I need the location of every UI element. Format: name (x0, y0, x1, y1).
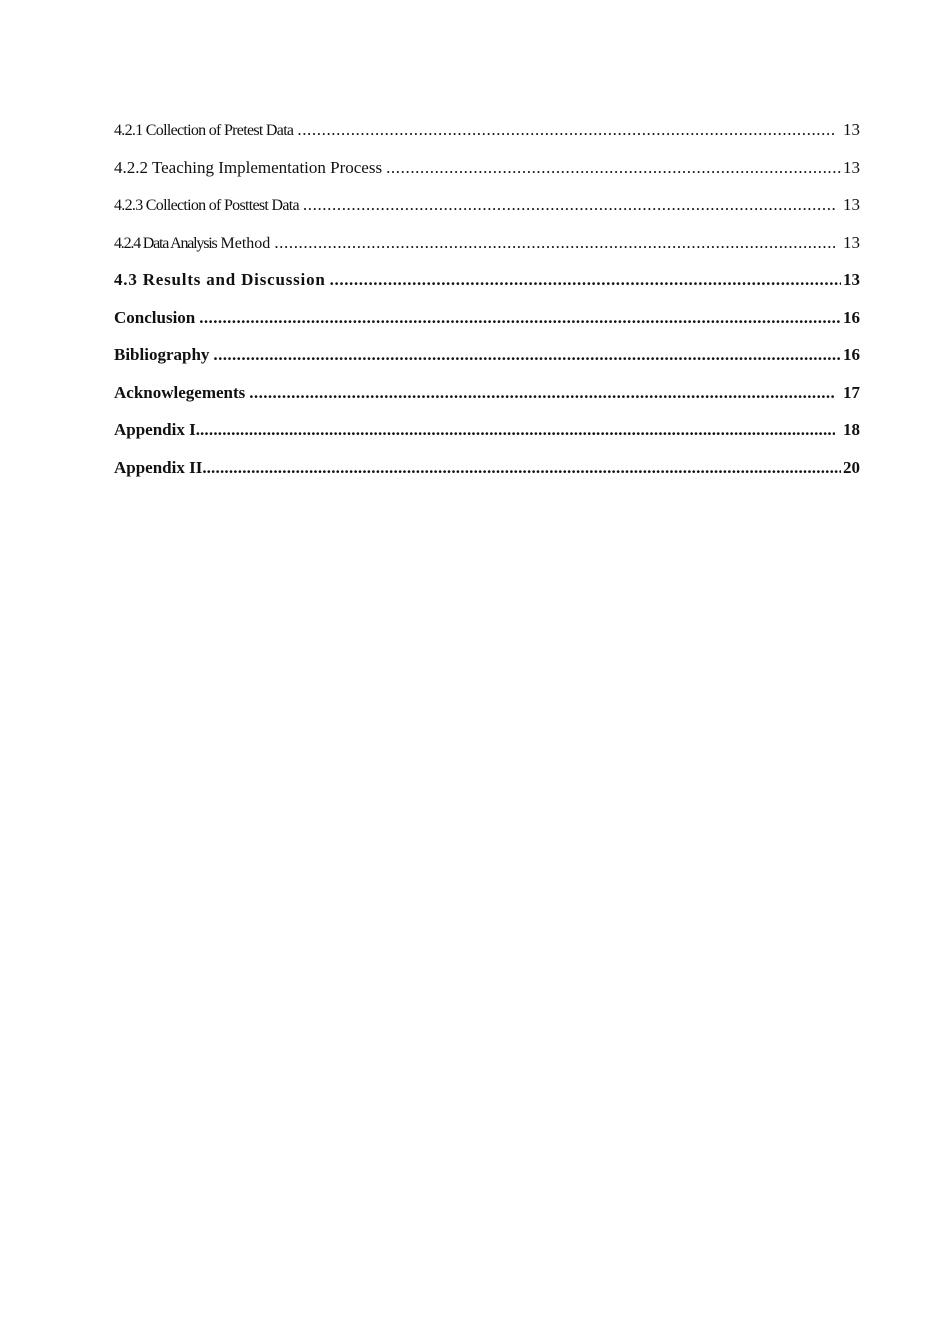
toc-entry-title: Bibliography (114, 345, 210, 364)
toc-entry[interactable] (114, 383, 860, 421)
toc-entry-page: 20 (843, 457, 860, 477)
toc-entry-page: 16 (843, 307, 860, 327)
toc-entry-page: 13 (843, 195, 860, 214)
toc-dot-leader (213, 345, 841, 365)
toc-entry[interactable] (114, 420, 860, 458)
toc-dot-leader (200, 420, 835, 440)
toc-entry-title: Appendix II. (114, 457, 207, 477)
toc-entry-page: 18 (843, 420, 860, 439)
toc-dot-leader (330, 270, 841, 290)
toc-entry-title-condensed: 4.2.4 Data Analysis (114, 234, 217, 252)
toc-entry[interactable] (114, 345, 860, 383)
toc-entry-page: 13 (843, 157, 860, 177)
toc-entry[interactable] (114, 233, 860, 271)
toc-entry[interactable] (114, 195, 860, 233)
toc-entry[interactable] (114, 458, 860, 496)
toc-entry-page: 17 (843, 382, 860, 402)
toc-entry-page: 13 (843, 232, 860, 252)
toc-dot-leader (249, 383, 835, 403)
toc-entry[interactable] (114, 120, 860, 158)
toc-entry-title: Conclusion (114, 307, 196, 327)
toc-entry-title: Acknowlegements (114, 382, 246, 402)
toc-entry-title: 4.2.1 Collection of Pretest Data (114, 122, 294, 139)
toc-entry[interactable] (114, 270, 860, 308)
toc-entry[interactable] (114, 308, 860, 346)
toc-entry-title: 4.2.2 Teaching Implementation Process (114, 157, 383, 177)
toc-entry-title: 4.2.3 Collection of Posttest Data (114, 197, 299, 214)
toc-dot-leader (303, 195, 835, 215)
toc-entry-title: 4.3 Results and Discussion (114, 270, 326, 289)
toc-dot-leader (274, 233, 835, 253)
table-of-contents (114, 120, 860, 495)
toc-entry-page: 16 (843, 345, 860, 364)
toc-dot-leader (207, 458, 841, 478)
toc-entry-title-tail: Method (216, 234, 271, 252)
toc-dot-leader (386, 158, 841, 178)
toc-entry-page: 13 (843, 120, 860, 139)
toc-entry-title (114, 235, 274, 253)
toc-entry-title: Appendix I. (114, 420, 200, 439)
toc-dot-leader (199, 308, 841, 328)
toc-dot-leader (297, 120, 835, 140)
toc-entry-page: 13 (843, 270, 860, 289)
toc-entry[interactable] (114, 158, 860, 196)
